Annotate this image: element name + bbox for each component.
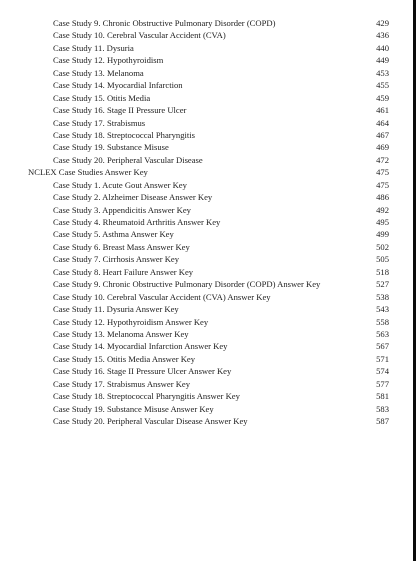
toc-page-number: 449 — [376, 55, 389, 66]
toc-page-number: 577 — [376, 378, 389, 389]
toc-entry[interactable] — [0, 179, 413, 191]
toc-entry[interactable] — [0, 228, 413, 240]
toc-page-number: 475 — [376, 167, 389, 178]
toc-entry[interactable] — [0, 29, 413, 41]
toc-entry-title: Case Study 10. Cerebral Vascular Accident (CVA) Answer Key — [53, 291, 271, 302]
toc-entry-title: Case Study 17. Strabismus Answer Key — [53, 378, 191, 389]
toc-entry-title: Case Study 4. Rheumatoid Arthritis Answer Key — [53, 217, 221, 227]
toc-entry-title: Case Study 1. Acute Gout Answer Key — [53, 179, 187, 190]
toc-page-number: 574 — [376, 366, 389, 377]
toc-page-number: 543 — [376, 304, 389, 315]
toc-entry-title: Case Study 15. Otitis Media Answer Key — [53, 353, 196, 364]
toc-entry-title: Case Study 11. Dysuria — [53, 42, 134, 53]
toc-entry[interactable] — [0, 79, 413, 91]
toc-entry[interactable] — [0, 340, 413, 352]
toc-entry[interactable] — [0, 117, 413, 129]
toc-entry[interactable] — [0, 316, 413, 328]
toc-entry[interactable] — [0, 67, 413, 79]
toc-entry[interactable] — [0, 17, 413, 29]
toc-entry[interactable] — [0, 365, 413, 377]
toc-entry-title: Case Study 9. Chronic Obstructive Pulmonary Disorder (COPD) Answer Key — [53, 279, 321, 290]
toc-entry[interactable] — [0, 278, 413, 290]
toc-entry-title: Case Study 14. Myocardial Infarction — [53, 80, 183, 91]
toc-entry-title: Case Study 2. Alzheimer Disease Answer Key — [53, 192, 213, 203]
toc-page-number: 486 — [376, 192, 389, 203]
toc-page-number: 571 — [376, 353, 389, 364]
toc-entry-title: Case Study 16. Stage II Pressure Ulcer — [53, 105, 187, 116]
toc-entry-title: Case Study 14. Myocardial Infarction Answer Key — [53, 341, 228, 352]
toc-page-number: 587 — [376, 416, 389, 426]
toc-entry[interactable] — [0, 141, 413, 153]
toc-page-number: 440 — [376, 42, 389, 53]
toc-entry[interactable] — [0, 216, 413, 228]
toc-entry-title: Case Study 8. Heart Failure Answer Key — [53, 266, 194, 277]
toc-page-number: 563 — [376, 328, 389, 339]
toc-page-number: 464 — [376, 117, 389, 128]
toc-page-number: 567 — [376, 341, 389, 352]
toc-entry[interactable] — [0, 378, 413, 390]
toc-entry[interactable] — [0, 191, 413, 203]
toc-entry[interactable] — [0, 415, 413, 427]
toc-section-heading[interactable] — [0, 166, 413, 178]
toc-page-number: 583 — [376, 403, 389, 414]
toc-page-number: 461 — [376, 105, 389, 116]
toc-page-number: 475 — [376, 179, 389, 190]
toc-entry-title: Case Study 5. Asthma Answer Key — [53, 229, 174, 240]
toc-entry-title: Case Study 20. Peripheral Vascular Disease — [53, 154, 203, 165]
toc-entry-title: Case Study 13. Melanoma — [53, 67, 144, 78]
toc-entry-title: Case Study 6. Breast Mass Answer Key — [53, 241, 190, 252]
toc-entry-title: Case Study 12. Hypothyroidism Answer Key — [53, 316, 209, 327]
toc-entry[interactable] — [0, 154, 413, 166]
toc-entry-title: Case Study 20. Peripheral Vascular Disease Answer Key — [53, 416, 248, 426]
toc-entry[interactable] — [0, 328, 413, 340]
toc-page-number: 469 — [376, 142, 389, 153]
toc-entry-title: Case Study 19. Substance Misuse Answer Key — [53, 403, 214, 414]
toc-entry[interactable] — [0, 390, 413, 402]
toc-entry[interactable] — [0, 54, 413, 66]
toc-entry[interactable] — [0, 204, 413, 216]
toc-entry-title: Case Study 11. Dysuria Answer Key — [53, 304, 179, 315]
toc-entry-title: Case Study 19. Substance Misuse — [53, 142, 169, 153]
toc-page-number: 467 — [376, 129, 389, 140]
toc-entry-title: Case Study 17. Strabismus — [53, 117, 146, 128]
toc-page-number: 436 — [376, 30, 389, 41]
toc-page-number: 518 — [376, 266, 389, 277]
toc-page-number: 499 — [376, 229, 389, 240]
toc-entry[interactable] — [0, 92, 413, 104]
toc-entry[interactable] — [0, 42, 413, 54]
toc-page-number: 505 — [376, 254, 389, 265]
toc-entry[interactable] — [0, 241, 413, 253]
toc-entry[interactable] — [0, 403, 413, 415]
toc-entry[interactable] — [0, 253, 413, 265]
toc-entry-title: Case Study 16. Stage II Pressure Ulcer Answer Key — [53, 366, 232, 377]
toc-entry-title: NCLEX Case Studies Answer Key — [28, 167, 148, 178]
toc-entry[interactable] — [0, 104, 413, 116]
toc-page-number: 495 — [376, 217, 389, 227]
toc-entry[interactable] — [0, 353, 413, 365]
toc-page-number: 558 — [376, 316, 389, 327]
toc-entry[interactable] — [0, 303, 413, 315]
toc-entry-title: Case Study 18. Streptococcal Pharyngitis — [53, 129, 196, 140]
toc-entry-title: Case Study 3. Appendicitis Answer Key — [53, 204, 191, 215]
toc-page-number: 453 — [376, 67, 389, 78]
toc-entry-title: Case Study 12. Hypothyroidism — [53, 55, 164, 66]
table-of-contents — [0, 17, 413, 427]
toc-page-number: 459 — [376, 92, 389, 103]
toc-entry-title: Case Study 13. Melanoma Answer Key — [53, 328, 189, 339]
toc-page-number: 502 — [376, 241, 389, 252]
toc-entry[interactable] — [0, 291, 413, 303]
toc-entry-title: Case Study 10. Cerebral Vascular Accident (CVA) — [53, 30, 226, 41]
toc-page-number: 581 — [376, 391, 389, 402]
toc-page-number: 455 — [376, 80, 389, 91]
toc-entry[interactable] — [0, 266, 413, 278]
toc-entry-title: Case Study 9. Chronic Obstructive Pulmonary Disorder (COPD) — [53, 18, 276, 28]
toc-entry-title: Case Study 7. Cirrhosis Answer Key — [53, 254, 180, 265]
toc-entry-title: Case Study 15. Otitis Media — [53, 92, 151, 103]
toc-page-number: 527 — [376, 279, 389, 290]
toc-entry[interactable] — [0, 129, 413, 141]
toc-page-number: 538 — [376, 291, 389, 302]
toc-page-number: 472 — [376, 154, 389, 165]
toc-page-number: 492 — [376, 204, 389, 215]
toc-page-number: 429 — [376, 18, 389, 28]
toc-entry-title: Case Study 18. Streptococcal Pharyngitis Answer Key — [53, 391, 240, 402]
